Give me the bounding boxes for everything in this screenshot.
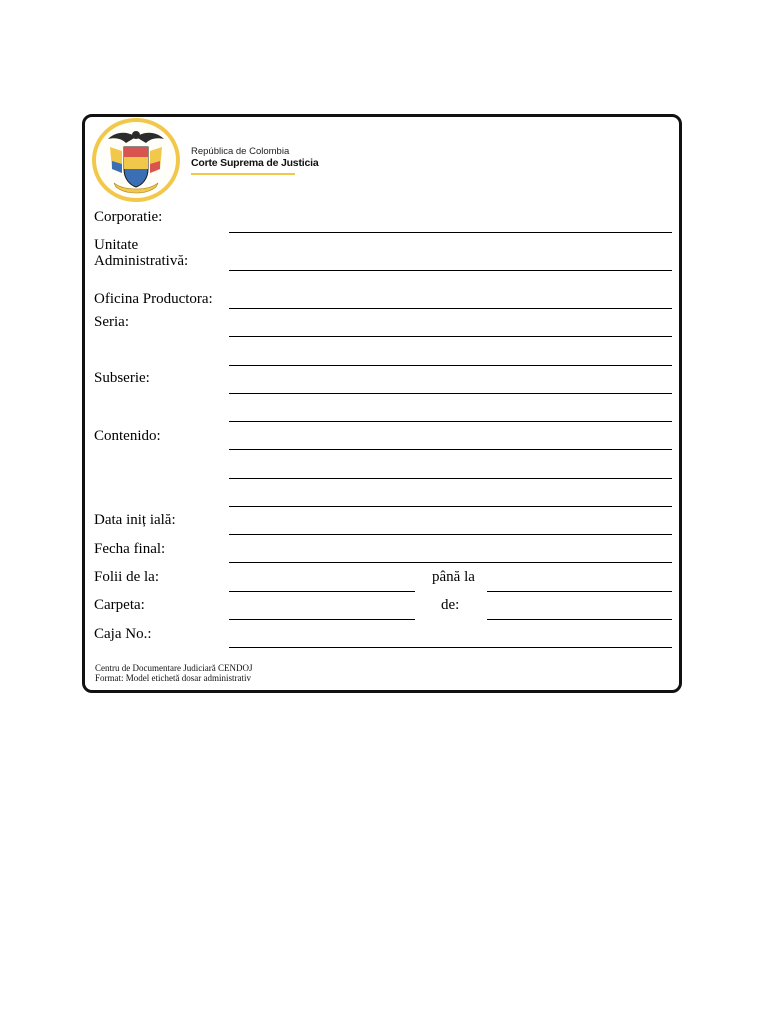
contenido-line-1[interactable] (229, 449, 672, 450)
footer-line-2: Format: Model etichetă dosar administrativ (95, 673, 251, 683)
label-caja: Caja No.: (94, 626, 152, 642)
header-underline (191, 173, 295, 175)
contenido-line-2[interactable] (229, 478, 672, 479)
label-contenido: Contenido: (94, 428, 161, 444)
label-seria: Seria: (94, 314, 129, 330)
pana-la-line[interactable] (487, 591, 672, 592)
label-unitate: Unitate (94, 237, 139, 253)
label-data-initiala: Data iniț ială: (94, 512, 176, 528)
unitate-administrativa-line[interactable] (229, 270, 672, 271)
subserie-line-1[interactable] (229, 393, 672, 394)
coat-of-arms-logo (92, 117, 182, 208)
caja-line[interactable] (229, 647, 672, 648)
fecha-final-line[interactable] (229, 562, 672, 563)
seria-line-2[interactable] (229, 365, 672, 366)
label-carpeta: Carpeta: (94, 597, 145, 613)
oficina-productora-line[interactable] (229, 308, 672, 309)
footer-line-1: Centru de Documentare Judiciară CENDOJ (95, 663, 253, 673)
de-line[interactable] (487, 619, 672, 620)
label-pana-la: până la (432, 569, 475, 585)
seria-line-1[interactable] (229, 336, 672, 337)
folii-de-la-line[interactable] (229, 591, 415, 592)
label-fecha-final: Fecha final: (94, 541, 166, 557)
label-oficina-productora: Oficina Productora: (94, 291, 213, 307)
subserie-line-2[interactable] (229, 421, 672, 422)
label-subserie: Subserie: (94, 370, 150, 386)
header-country: República de Colombia (191, 146, 290, 157)
data-initiala-line[interactable] (229, 534, 672, 535)
label-administrativa: Administrativă: (94, 253, 189, 269)
label-de: de: (441, 597, 460, 613)
carpeta-line[interactable] (229, 619, 415, 620)
corporatie-line[interactable] (229, 232, 672, 233)
label-corporatie: Corporatie: (94, 209, 163, 225)
label-folii: Folii de la: (94, 569, 159, 585)
contenido-line-3[interactable] (229, 506, 672, 507)
header-court: Corte Suprema de Justicia (191, 157, 319, 169)
